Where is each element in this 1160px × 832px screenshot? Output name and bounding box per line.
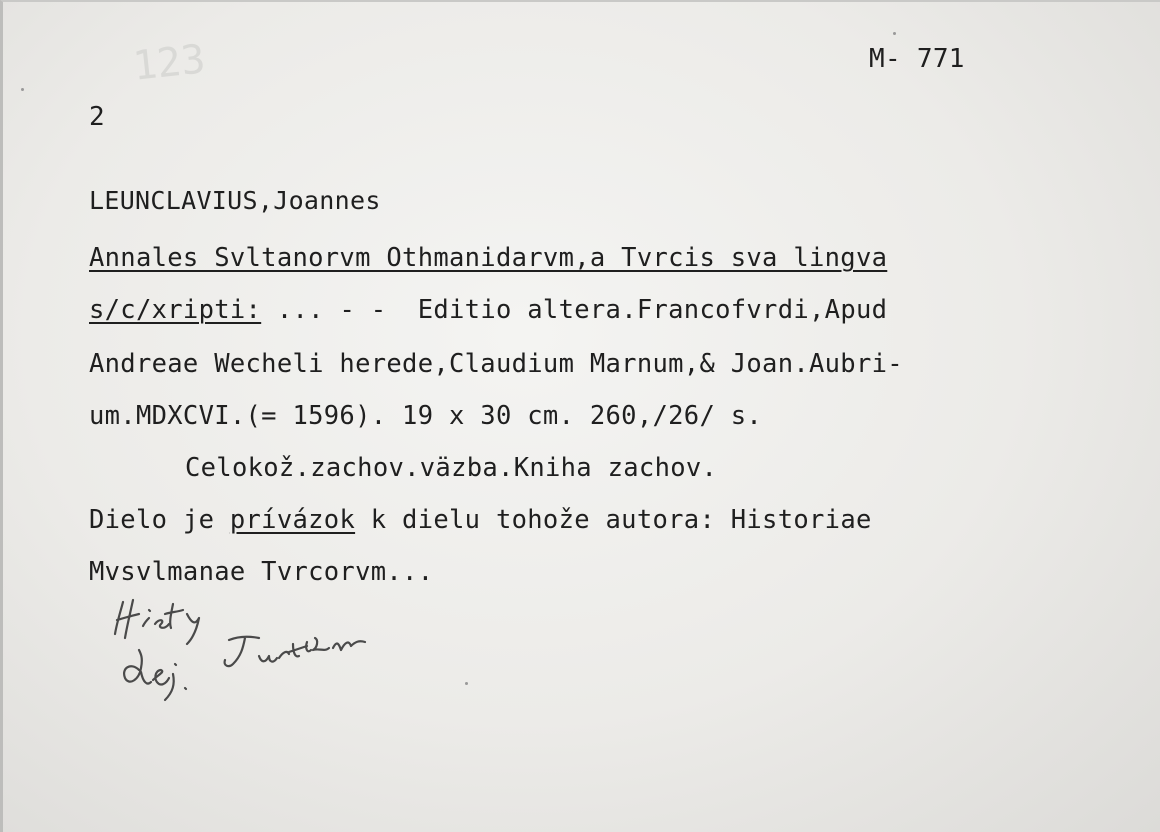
card-number: 2 <box>89 102 105 132</box>
handwritten-annotation <box>103 592 423 712</box>
note-underlined-word: prívázok <box>229 505 356 535</box>
faint-pencil-number: 123 <box>130 36 208 90</box>
note-after: k dielu tohože autora: Historiae <box>355 505 872 535</box>
speck <box>21 88 24 91</box>
title-line-1: Annales Svltanorvm Othmanidarvm,a Tvrcis sva lingva <box>89 243 888 273</box>
speck <box>893 32 896 35</box>
title-line-2-underlined: s/c/xripti: <box>89 295 262 325</box>
note-line-2: Mvsvlmanae Tvrcorvm... <box>89 557 434 587</box>
author-heading: LEUNCLAVIUS,Joannes <box>89 186 381 215</box>
collation-line: um.MDXCVI.(= 1596). 19 x 30 cm. 260,/26/ s. <box>89 401 763 431</box>
title-line-2-rest: ... - - Editio altera.Francofvrdi,Apud <box>261 295 888 325</box>
title-line-2 <box>89 295 888 325</box>
note-before: Dielo je <box>89 505 230 535</box>
imprint-line: Andreae Wecheli herede,Claudium Marnum,& Joan.Aubri- <box>89 349 903 379</box>
speck <box>465 682 468 685</box>
note-line-1 <box>89 505 872 535</box>
shelf-mark: M- 771 <box>869 44 965 74</box>
binding-note: Celokož.zachov.väzba.Kniha zachov. <box>185 453 718 483</box>
